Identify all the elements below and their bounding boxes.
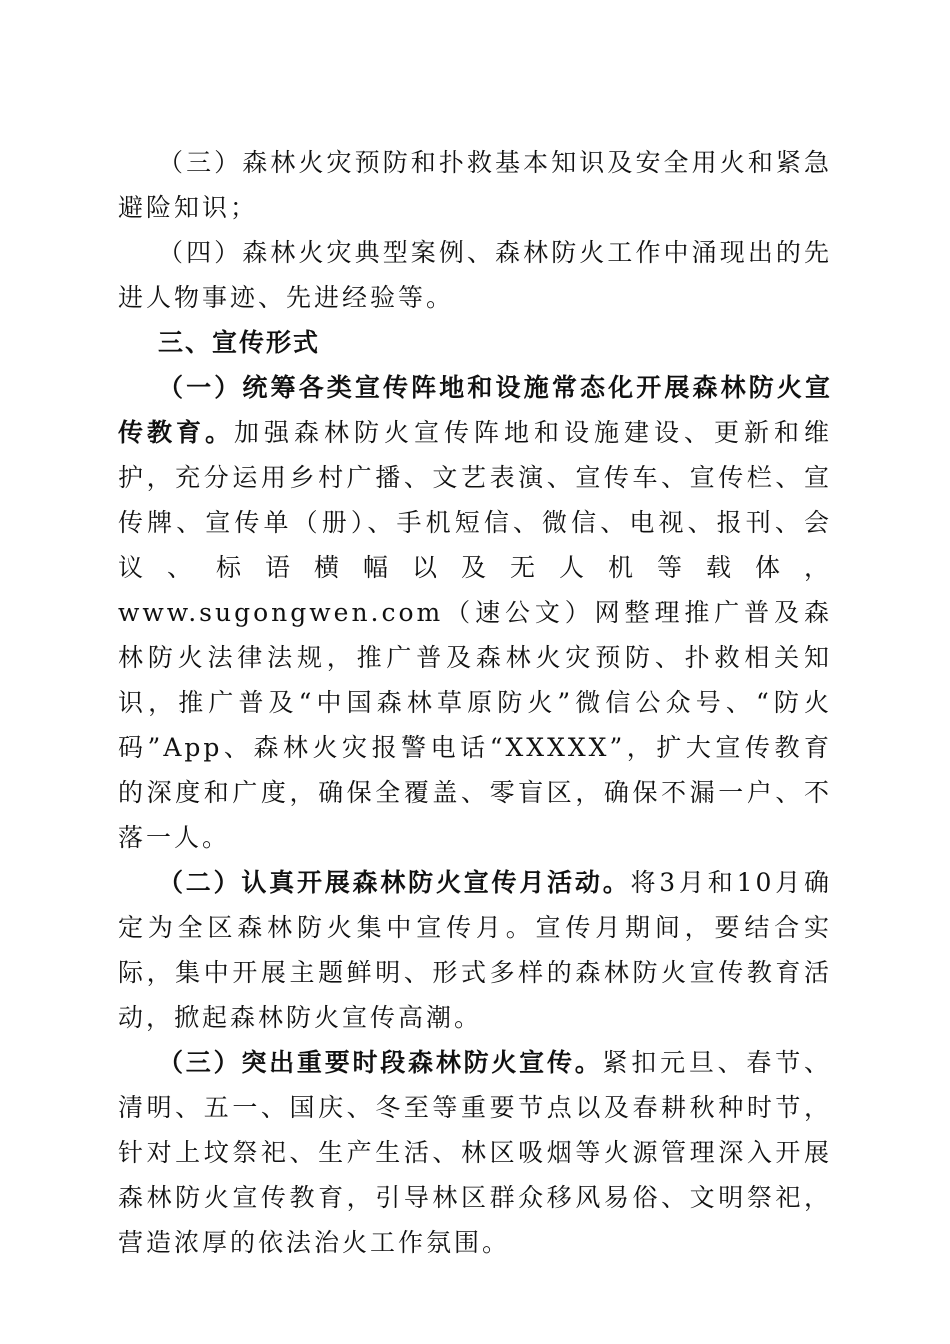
- paragraph-text: 将3月和10月确定为全区森林防火集中宣传月。宣传月期间，要结合实际，集中开展主题鲜明、形式多样的森林防火宣传教育活动，掀起森林防火宣传高潮。: [118, 868, 832, 1032]
- paragraph-form-2-publicity-month: [118, 860, 832, 1040]
- paragraph-text: （三）森林火灾预防和扑救基本知识及安全用火和紧急避险知识；: [118, 148, 832, 222]
- document-body: [118, 140, 832, 1265]
- paragraph-text: （四）森林火灾典型案例、森林防火工作中涌现出的先进人物事迹、先进经验等。: [118, 238, 832, 312]
- paragraph-lead: （三）突出重要时段森林防火宣传。: [158, 1048, 603, 1077]
- paragraph-text: 加强森林防火宣传阵地和设施建设、更新和维护，充分运用乡村广播、文艺表演、宣传车、宣传栏、宣传牌、宣传单（册）、手机短信、微信、电视、报刊、会议、标语横幅以及无人机等载体，www.sugongwen.com（速公文）网整理推广普及森林防火法律法规，推广普及森林火灾预防、扑救相关知识，推广普及“中国森林草原防火”微信公众号、“防火码”App、森林火灾报警电话“XXXXX”，扩大宣传教育的深度和广度，确保全覆盖、零盲区，确保不漏一户、不落一人。: [118, 418, 832, 852]
- paragraph-item-4-cases: [118, 230, 832, 320]
- paragraph-item-3-knowledge: [118, 140, 832, 230]
- paragraph-text: 紧扣元旦、春节、清明、五一、国庆、冬至等重要节点以及春耕秋种时节，针对上坟祭祀、生产生活、林区吸烟等火源管理深入开展森林防火宣传教育，引导林区群众移风易俗、文明祭祀，营造浓厚的依法治火工作氛围。: [118, 1048, 832, 1257]
- paragraph-lead: （一）统筹各类宣传阵地和设施常态化开展森林防火宣传教育。: [118, 373, 832, 447]
- section-heading-publicity-forms: 三、宣传形式: [158, 328, 321, 357]
- paragraph-form-1-channels: [118, 365, 832, 860]
- paragraph-form-3-key-periods: [118, 1040, 832, 1265]
- paragraph-lead: （二）认真开展森林防火宣传月活动。: [158, 868, 631, 897]
